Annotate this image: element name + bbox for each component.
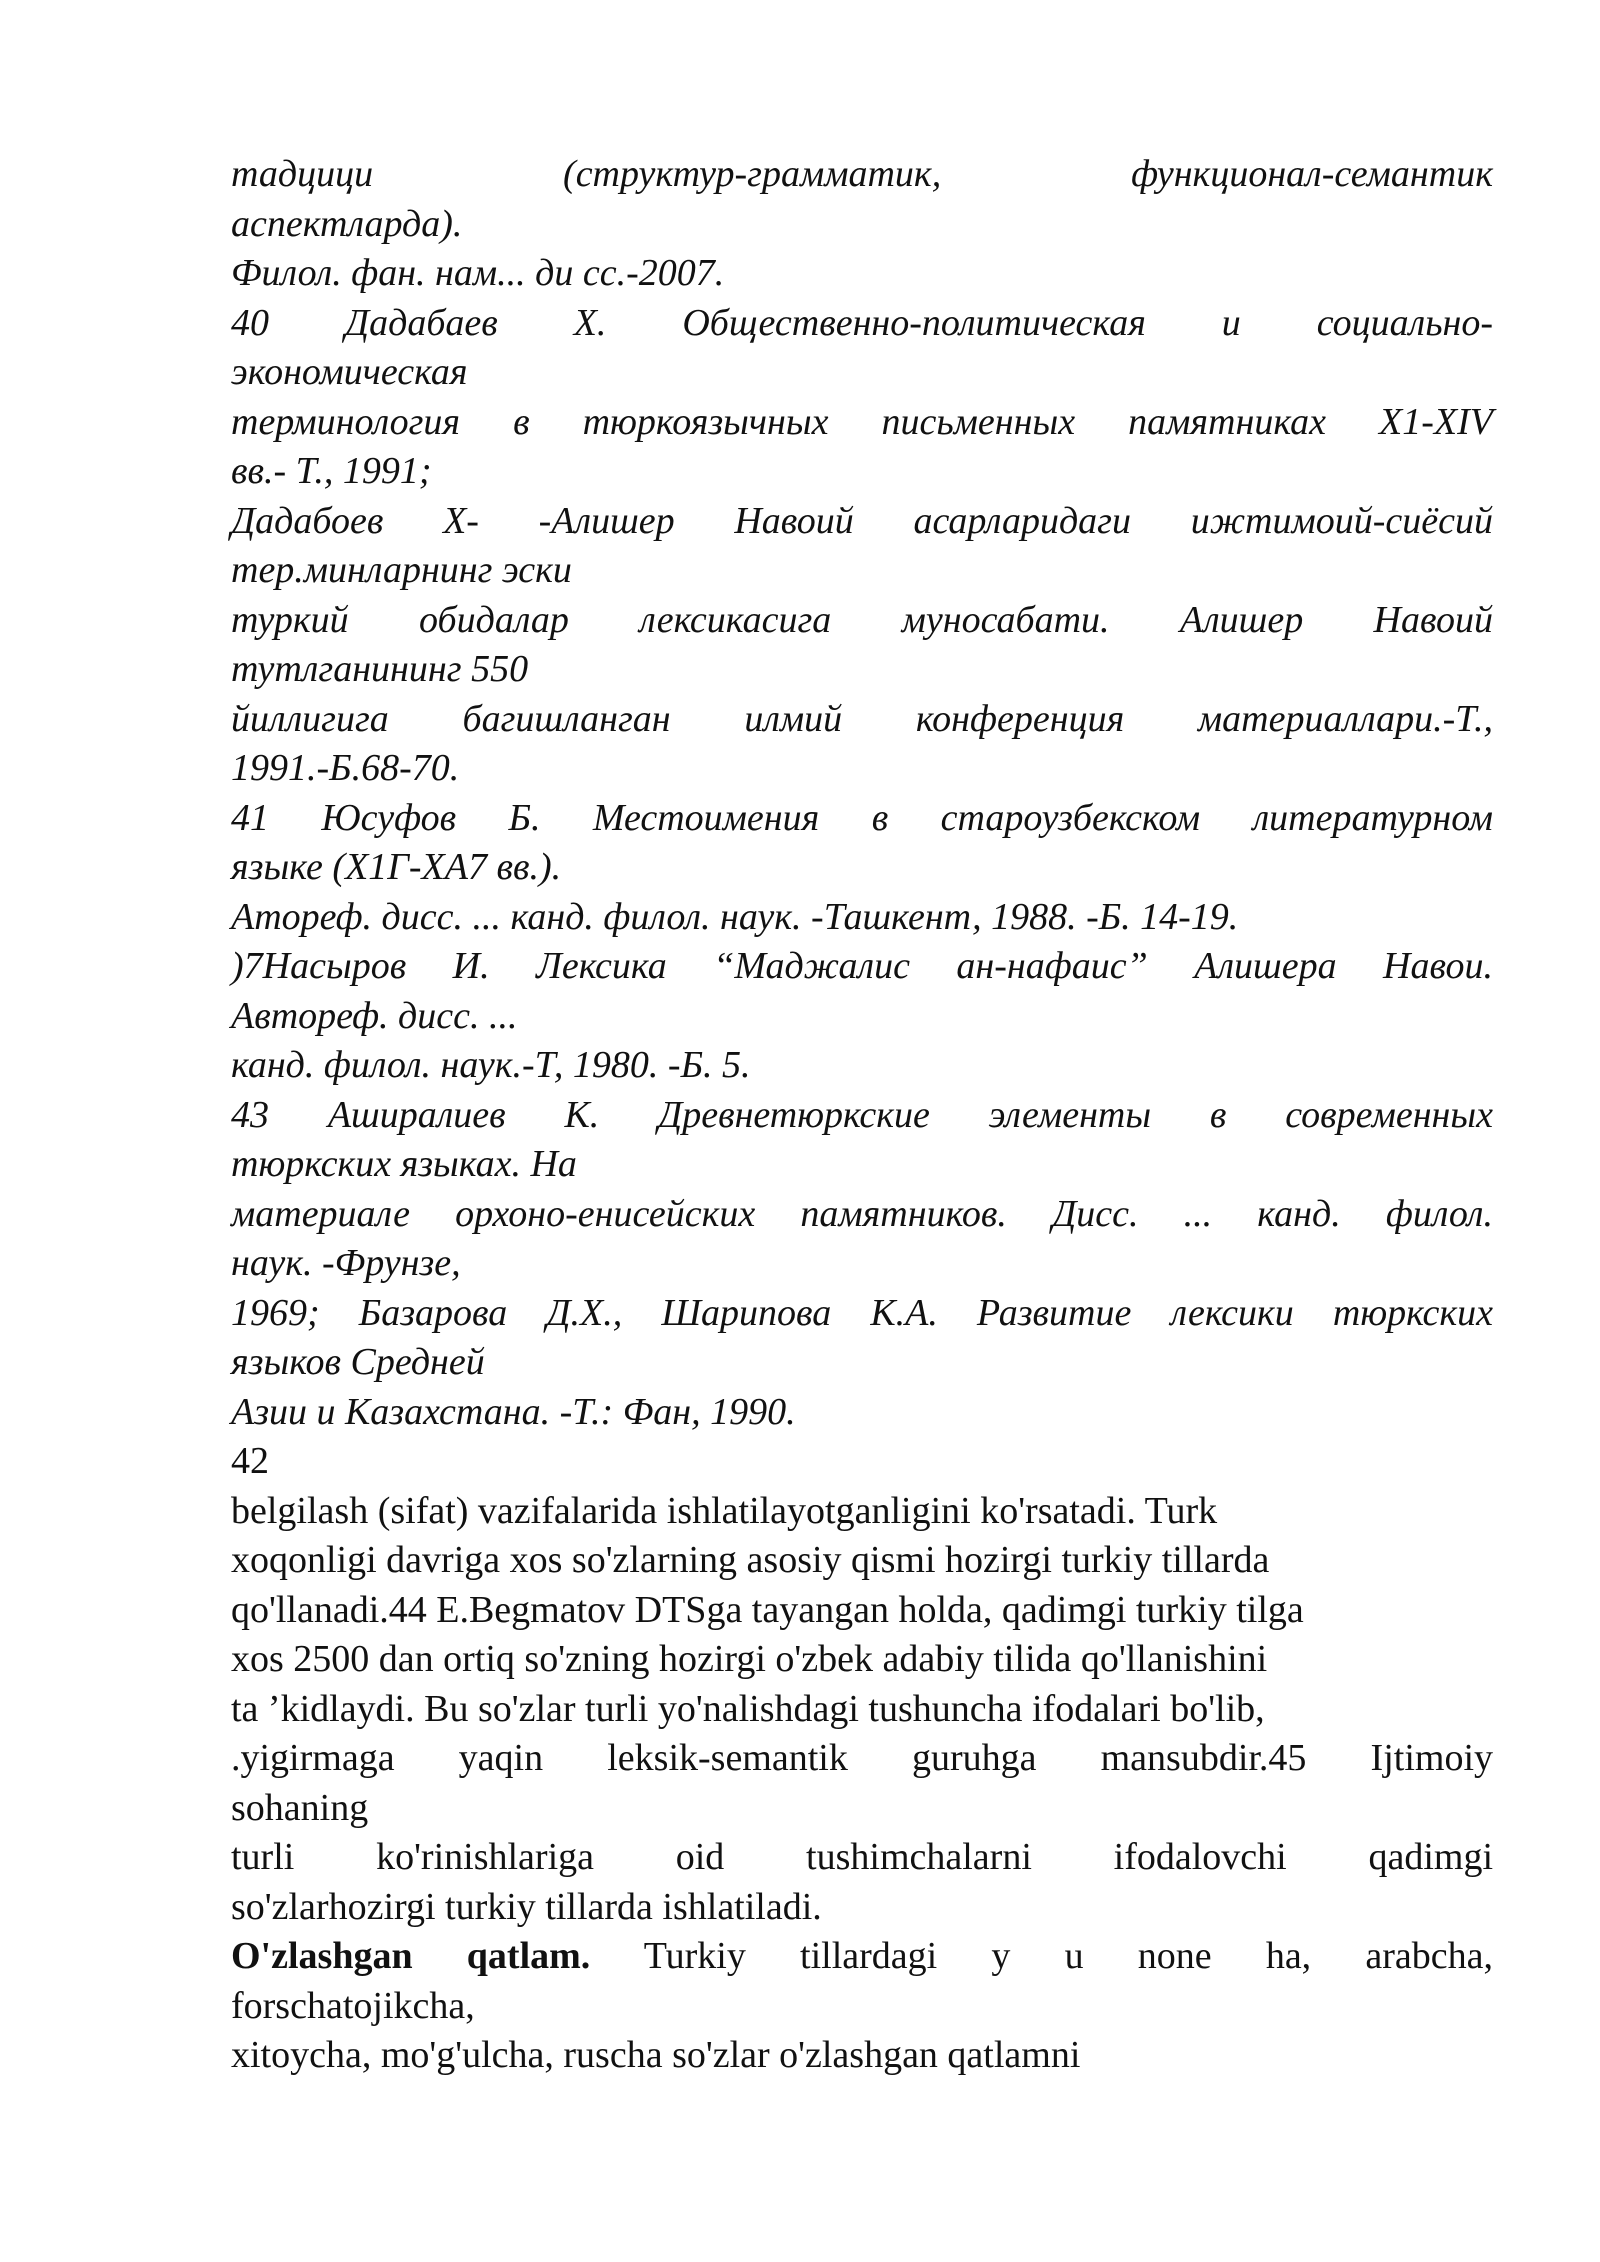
footnote-line: 41 Юсуфов Б. Местоимения в староузбекском литературном — [231, 796, 1493, 839]
section-line: forschatojikcha, — [231, 1984, 475, 2027]
body-line: so'zlarhozirgi turkiy tillarda ishlatiladi. — [231, 1885, 822, 1928]
footnote-line: тюркских языках. На — [231, 1143, 577, 1185]
footnote-line: 40 Дадабаев Х. Общественно-политическая и социально- — [231, 301, 1493, 344]
section-line-text: Turkiy tillardagi y u none ha, arabcha, — [590, 1935, 1493, 1977]
footnote-line: аспектларда). — [231, 202, 463, 245]
footnote-line: терминология в тюркоязычных письменных памятниках Х1-XIV — [231, 400, 1493, 443]
footnote-line: вв.- Т., 1991; — [231, 450, 432, 492]
footnote-line: тадцици (структур-грамматик, функционал-семантик — [231, 153, 1493, 195]
footnote-line: 1969; Базарова Д.Х., Шарипова К.А. Развитие лексики тюркских — [231, 1291, 1493, 1334]
footnote-line: языке (Х1Г-ХА7 вв.). — [231, 846, 562, 888]
footnote-line: Азии и Казахстана. -Т.: Фан, 1990. — [231, 1390, 796, 1433]
footnote-line: Автореф. дисс. ... — [231, 994, 518, 1037]
footnote-line: экономическая — [231, 351, 468, 393]
body-line: turli ko'rinishlariga oid tushimchalarni ifodalovchi qadimgi — [231, 1836, 1493, 1878]
footnote-line: йиллигига багишланган илмий конференция материаллари.-Т., — [231, 697, 1493, 740]
page-number: 42 — [231, 1440, 269, 1482]
footnote-line: тутлганининг 550 — [231, 648, 529, 690]
footnote-line: Атореф. дисс. ... канд. филол. наук. -Ташкент, 1988. -Б. 14-19. — [231, 895, 1239, 938]
body-line: qo'llanadi.44 E.Begmatov DTSga tayangan holda, qadimgi turkiy tilga — [231, 1588, 1304, 1631]
footnote-line: материале орхоно-енисейских памятников. Дисс. ... канд. филол. — [231, 1192, 1493, 1235]
body-line: xoqonligi davriga xos so'zlarning asosiy qismi hozirgi turkiy tillarda — [231, 1539, 1270, 1581]
footnote-line: Филол. фан. нам... ди сс.-2007. — [231, 252, 725, 294]
section-line: xitoycha, mo'g'ulcha, ruscha so'zlar o'zlashgan qatlamni — [231, 2034, 1081, 2076]
section-paragraph — [231, 1932, 1493, 2081]
body-line: ta ’kidlaydi. Bu so'zlar turli yo'nalishdagi tushuncha ifodalari bo'lib, — [231, 1687, 1265, 1730]
footnote-line: канд. филол. наук.-Т, 1980. -Б. 5. — [231, 1044, 751, 1086]
footnote-line: языков Средней — [231, 1341, 485, 1383]
body-text-block — [231, 1487, 1493, 1933]
footnotes-block — [231, 150, 1493, 1437]
body-line: xos 2500 dan ortiq so'zning hozirgi o'zbek adabiy tilida qo'llanishini — [231, 1638, 1268, 1680]
footnote-line: тер.минларнинг эски — [231, 549, 572, 591]
footnote-line: 1991.-Б.68-70. — [231, 747, 460, 789]
body-line: belgilash (sifat) vazifalarida ishlatilayotganligini ko'rsatadi. Turk — [231, 1489, 1218, 1532]
document-page — [231, 150, 1493, 2081]
footnote-line: Дадабоев Х- -Алишер Навоий асарларидаги ижтимоий-сиёсий — [231, 499, 1493, 542]
body-line: sohaning — [231, 1786, 369, 1829]
footnote-line: 43 Аширалиев К. Древнетюркские элементы в современных — [231, 1093, 1493, 1136]
footnote-line: )7Насыров И. Лексика “Маджалис ан-нафаис” Алишера Навои. — [231, 945, 1493, 987]
footnote-line: наук. -Фрунзе, — [231, 1242, 461, 1284]
section-first-line — [231, 1932, 1493, 1982]
footnote-line: туркий обидалар лексикасига муносабати. Алишер Навоий — [231, 598, 1493, 641]
body-line: .yigirmaga yaqin leksik-semantik guruhga mansubdir.45 Ijtimoiy — [231, 1737, 1493, 1779]
section-heading: O'zlashgan qatlam. — [231, 1935, 591, 1977]
